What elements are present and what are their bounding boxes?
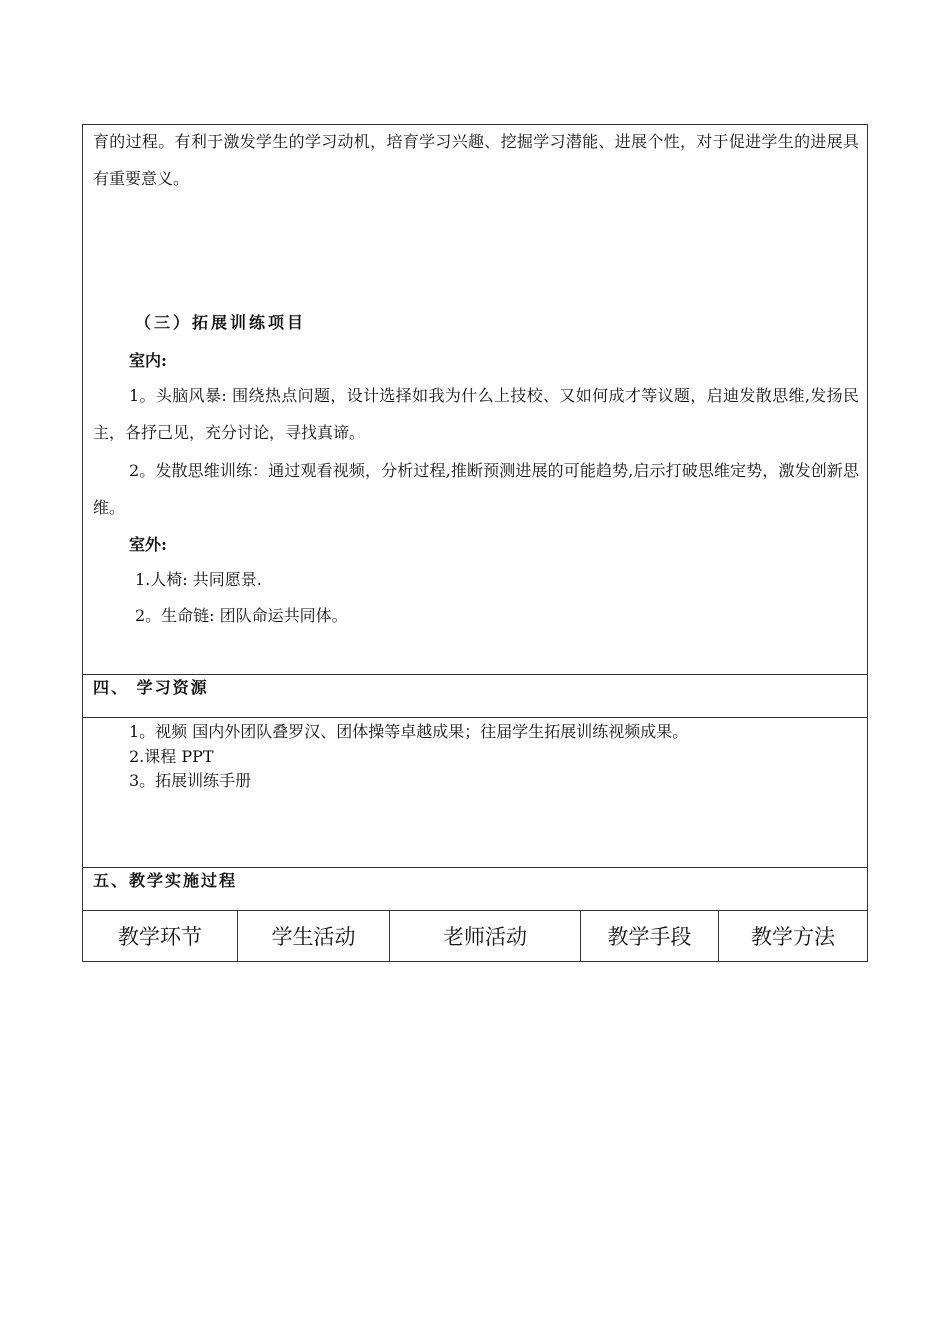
outdoor-item-life-chain: 2。生命链: 团队命运共同体。 <box>135 606 348 625</box>
teaching-process-table-header <box>82 911 868 962</box>
learning-resources-heading: 四、 学习资源 <box>93 678 209 697</box>
column-teaching-method: 教学方法 <box>751 925 835 949</box>
section-expansion-training <box>82 124 868 675</box>
section-teaching-process-header <box>82 868 868 911</box>
indoor-item-brainstorm: 1。头脑风暴: 围绕热点问题，设计选择如我为什么上技校、又如何成才等议题，启迪发散思维,发扬民主，各抒己见，充分讨论，寻找真谛。 <box>93 386 859 442</box>
section-learning-resources-header <box>82 675 868 718</box>
column-teacher-activity: 老师活动 <box>390 911 581 961</box>
outdoor-item-human-chair: 1.人椅: 共同愿景. <box>135 570 262 589</box>
indoor-item-divergent-thinking: 2。发散思维训练：通过观看视频，分析过程,推断预测进展的可能趋势,启示打破思维定势，激发创新思维。 <box>93 461 859 517</box>
resource-item-manual: 3。拓展训练手册 <box>129 771 252 790</box>
outdoor-label: 室外: <box>129 535 167 554</box>
column-teaching-stage: 教学环节 <box>83 911 238 961</box>
subheading-expansion-projects: （三）拓展训练项目 <box>135 313 307 332</box>
column-student-activity: 学生活动 <box>238 911 390 961</box>
section-learning-resources <box>82 718 868 868</box>
column-teaching-means: 教学手段 <box>581 911 719 961</box>
resource-item-ppt: 2.课程 PPT <box>129 747 214 766</box>
teaching-process-heading: 五、教学实施过程 <box>93 871 238 890</box>
document-page <box>82 124 868 962</box>
indoor-label: 室内: <box>129 351 167 370</box>
intro-paragraph: 育的过程。有利于激发学生的学习动机，培育学习兴趣、挖掘学习潜能、进展个性，对于促进学生的进展具有重要意义。 <box>93 132 859 188</box>
resource-item-video: 1。视频 国内外团队叠罗汉、团体操等卓越成果；往届学生拓展训练视频成果。 <box>129 722 689 741</box>
